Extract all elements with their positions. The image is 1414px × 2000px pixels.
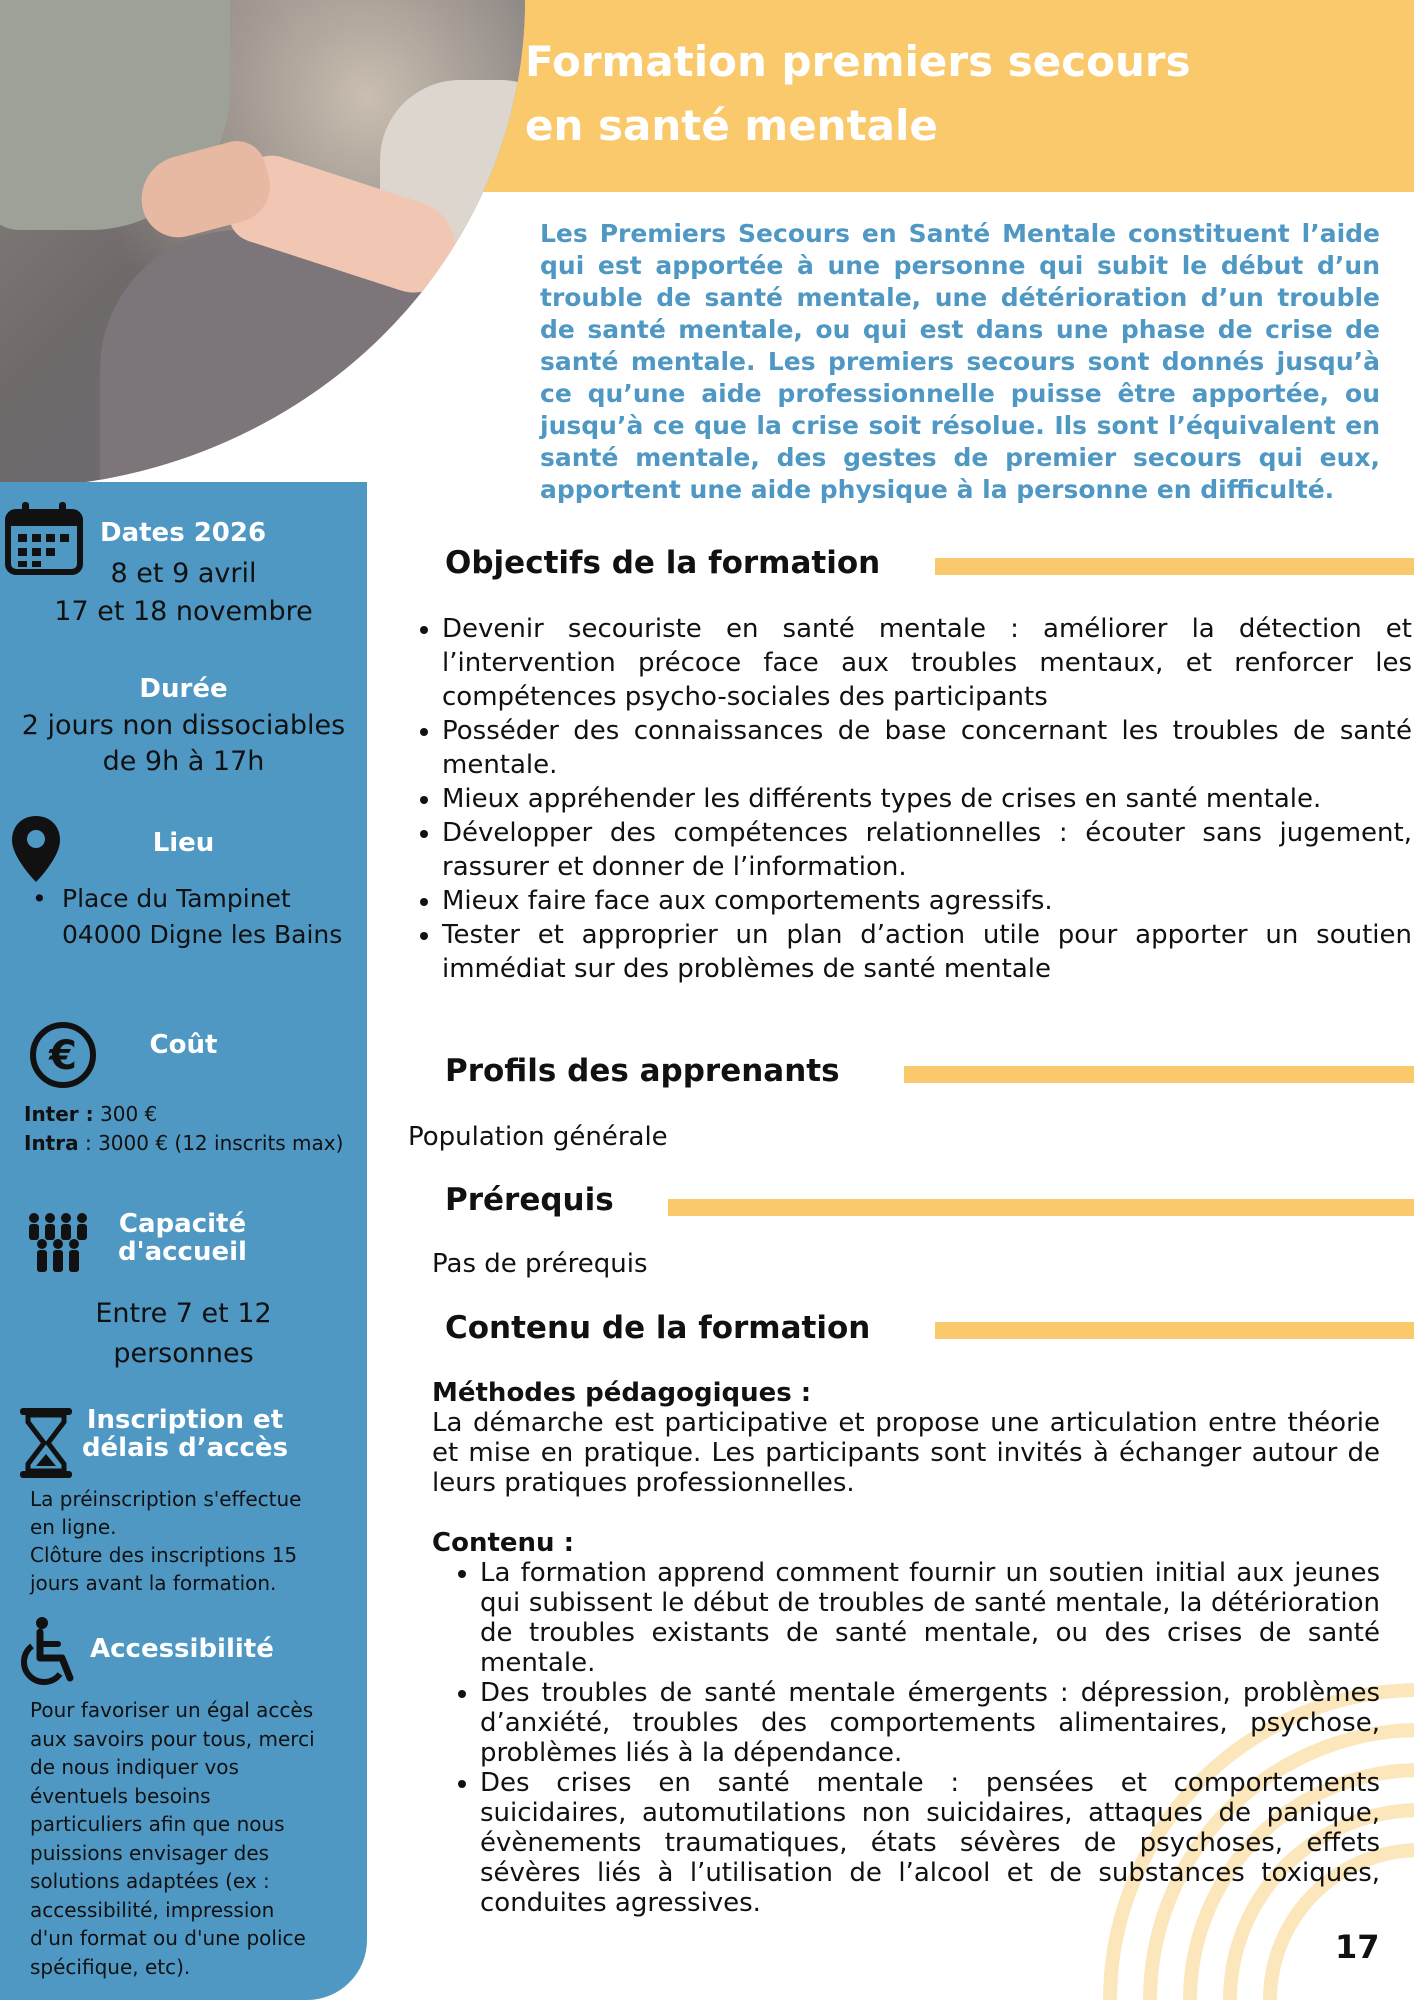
accessibilite-line: particuliers afin que nous xyxy=(30,1812,285,1836)
title-line-1: Formation premiers secours xyxy=(525,37,1191,86)
wheelchair-icon xyxy=(20,1616,84,1686)
inscription-heading-line-1: Inscription et xyxy=(86,1405,284,1435)
contenu-body xyxy=(432,1378,1380,1918)
duree-line-1: 2 jours non dissociables xyxy=(21,710,346,741)
inscription-heading xyxy=(70,1406,300,1462)
contenu-heading: Contenu de la formation xyxy=(445,1310,871,1346)
dates-line-1: 8 et 9 avril xyxy=(110,558,257,589)
list-item: • Des troubles de santé mentale émergents : dépression, problèmes d’anxiété, troubles des comportements alimentaires, psychose, problèmes liés à la dépendance. xyxy=(480,1678,1380,1768)
objectifs-list xyxy=(410,612,1412,986)
cout-intra xyxy=(24,1131,343,1155)
accessibilite-heading: Accessibilité xyxy=(90,1634,274,1664)
cout-intra-value: : 3000 € (12 inscrits max) xyxy=(78,1131,344,1155)
capacite-line-1: Entre 7 et 12 xyxy=(95,1298,272,1329)
dates-line-2: 17 et 18 novembre xyxy=(54,596,313,627)
cout-inter xyxy=(24,1102,157,1126)
contenu-list xyxy=(432,1558,1380,1918)
list-item: • Posséder des connaissances de base concernant les troubles de santé mentale. xyxy=(442,714,1412,782)
profils-text: Population générale xyxy=(408,1122,668,1152)
dates-heading: Dates 2026 xyxy=(100,518,267,548)
inscription-line-4: jours avant la formation. xyxy=(30,1571,277,1595)
cout-inter-label: Inter : xyxy=(24,1102,94,1126)
group-people-icon xyxy=(22,1210,92,1274)
list-item: • La formation apprend comment fournir un soutien initial aux jeunes qui subissent le début de troubles de santé mentale, la détérioration de troubles existants de santé mentale, ou des crises de santé mentale. xyxy=(480,1558,1380,1678)
capacite-heading-line-1: Capacité xyxy=(118,1209,247,1239)
lieu-line-2: 04000 Digne les Bains xyxy=(62,920,343,949)
duree-line-2: de 9h à 17h xyxy=(102,746,265,777)
capacite-line-2: personnes xyxy=(113,1338,254,1369)
lieu-line-1: Place du Tampinet xyxy=(62,884,291,913)
profils-heading-bar xyxy=(904,1066,1414,1083)
page-title xyxy=(525,30,1385,158)
accessibilite-line: Pour favoriser un égal accès xyxy=(30,1698,314,1722)
prerequis-text: Pas de prérequis xyxy=(432,1249,648,1279)
accessibilite-line: éventuels besoins xyxy=(30,1783,211,1808)
accessibilite-line: d'un format ou d'une police xyxy=(30,1926,306,1950)
hourglass-icon xyxy=(18,1406,74,1480)
list-item: • Développer des compétences relationnelles : écouter sans jugement, rassurer et donner de l’information. xyxy=(442,816,1412,884)
accessibilite-line: accessibilité, impression xyxy=(30,1897,275,1922)
contenu-label: Contenu : xyxy=(432,1528,574,1558)
intro-paragraph: Les Premiers Secours en Santé Mentale constituent l’aide qui est apportée à une personne qui subit le début d’un trouble de santé mentale, une détérioration d’un trouble de santé mentale, ou qui est dans une phase de crise de santé mentale. Les premiers secours sont donnés jusqu’à ce qu’une aide professionnelle puisse être apportée, ou jusqu’à ce que la crise soit résolue. Ils sont l’équivalent en santé mentale, des gestes de premier secours qui eux, apportent une aide physique à la personne en difficulté. xyxy=(540,219,1380,504)
list-item: • Tester et approprier un plan d’action utile pour apporter un soutien immédiat sur des problèmes de santé mentale xyxy=(442,918,1412,986)
inscription-heading-line-2: délais d’accès xyxy=(81,1433,289,1463)
cout-heading: Coût xyxy=(149,1030,218,1060)
page-number: 17 xyxy=(1335,1928,1380,1966)
capacite-heading xyxy=(100,1210,265,1266)
lieu-heading: Lieu xyxy=(152,828,215,858)
profils-heading: Profils des apprenants xyxy=(445,1053,840,1089)
header-photo xyxy=(0,0,525,488)
inscription-line-3: Clôture des inscriptions 15 xyxy=(30,1543,298,1567)
list-item: • Mieux appréhender les différents types de crises en santé mentale. xyxy=(442,782,1412,816)
accessibilite-line: solutions adaptées (ex : xyxy=(30,1869,270,1893)
objectifs-heading-bar xyxy=(935,558,1414,575)
accessibilite-line: aux savoirs pour tous, merci xyxy=(30,1726,315,1751)
capacite-heading-line-2: d'accueil xyxy=(118,1237,247,1267)
lieu-bullet: • xyxy=(32,884,47,913)
accessibilite-text xyxy=(30,1696,315,1981)
inscription-text xyxy=(30,1485,301,1597)
duree-heading: Durée xyxy=(139,674,228,704)
inscription-line-1: La préinscription s'effectue xyxy=(30,1487,302,1511)
cout-inter-value: 300 € xyxy=(93,1102,158,1126)
contenu-heading-bar xyxy=(935,1322,1414,1339)
list-item: • Des crises en santé mentale : pensées et comportements suicidaires, automutilations non suicidaires, attaques de panique, évènements traumatiques, états sévères de psychoses, effets sévères liés à l’utilisation de l’alcool et de substances toxiques, conduites agressives. xyxy=(480,1768,1380,1918)
list-item: • Mieux faire face aux comportements agressifs. xyxy=(442,884,1412,918)
methodes-text: La démarche est participative et propose une articulation entre théorie et mise en pratique. Les participants sont invités à échanger autour de leurs pratiques professionnelles. xyxy=(432,1408,1380,1498)
objectifs-heading: Objectifs de la formation xyxy=(445,545,881,581)
list-item: • Devenir secouriste en santé mentale : améliorer la détection et l’intervention précoce face aux troubles mentaux, et renforcer les compétences psycho-sociales des participants xyxy=(442,612,1412,714)
prerequis-heading: Prérequis xyxy=(445,1182,614,1218)
euro-symbol: € xyxy=(49,1033,77,1079)
accessibilite-line: de nous indiquer vos xyxy=(30,1755,239,1779)
cout-intra-label: Intra xyxy=(24,1131,79,1155)
inscription-line-2: en ligne. xyxy=(30,1515,117,1539)
accessibilite-line: puissions envisager des xyxy=(30,1840,270,1865)
info-sidebar xyxy=(0,482,367,2000)
prerequis-heading-bar xyxy=(668,1199,1414,1216)
methodes-label: Méthodes pédagogiques : xyxy=(432,1378,812,1408)
title-line-2: en santé mentale xyxy=(525,101,938,150)
accessibilite-line: spécifique, etc). xyxy=(30,1954,191,1979)
